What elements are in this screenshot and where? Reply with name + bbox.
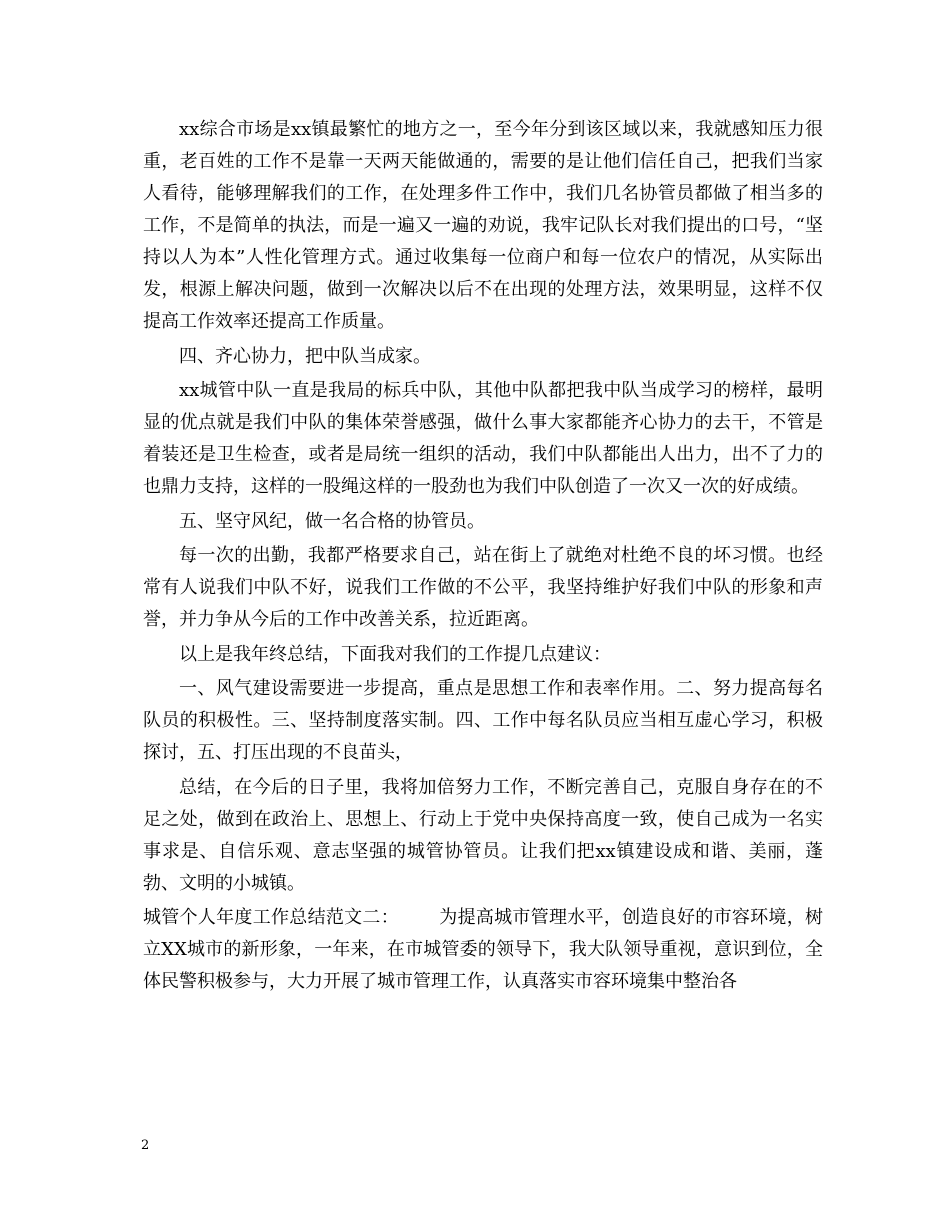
page-number: 2 xyxy=(141,1138,150,1153)
paragraph-conclusion: 总结，在今后的日子里，我将加倍努力工作，不断完善自己，克服自身存在的不足之处，做到在政治上、思想上、行动上于党中央保持高度一致，使自己成为一名实事求是、自信乐观、意志坚强的城管协管员。让我们把xx镇建设成和谐、美丽，蓬勃、文明的小城镇。 xyxy=(143,776,823,894)
paragraph-market: xx综合市场是xx镇最繁忙的地方之一，至今年分到该区域以来，我就感知压力很重，老百姓的工作不是靠一天两天能做通的，需要的是让他们信任自己，把我们当家人看待，能够理解我们的工作，在处理多件工作中，我们几名协管员都做了相当多的工作，不是简单的执法，而是一遍又一遍的劝说，我牢记队长对我们提出的口号，“坚持以人为本”人性化管理方式。通过收集每一位商户和每一位农户的情况，从实际出发，根源上解决问题，做到一次解决以后不在出现的处理方法，效果明显，这样不仅提高工作效率还提高工作质量。 xyxy=(143,119,823,332)
paragraph-suggestions: 一、风气建设需要进一步提高，重点是思想工作和表率作用。二、努力提高每名队员的积极性。三、坚持制度落实制。四、工作中每名队员应当相互虚心学习，积极探讨，五、打压出现的不良苗头， xyxy=(143,678,823,763)
paragraph-squad: xx城管中队一直是我局的标兵中队，其他中队都把我中队当成学习的榜样，最明显的优点就是我们中队的集体荣誉感强，做什么事大家都能齐心协力的去干，不管是着装还是卫生检查，或者是局统一组织的活动，我们中队都能出人出力，出不了力的也鼎力支持，这样的一股绳这样的一股劲也为我们中队创造了一次又一次的好成绩。 xyxy=(143,380,823,497)
paragraph-discipline: 每一次的出勤，我都严格要求自己，站在街上了就绝对杜绝不良的坏习惯。也经常有人说我们中队不好，说我们工作做的不公平，我坚持维护好我们中队的形象和声誉，并力争从今后的工作中改善关系，拉近距离。 xyxy=(143,545,823,630)
section-two-text: 为提高城市管理水平，创造良好的市容环境，树立XX城市的新形象，一年来，在市城管委的领导下，我大队领导重视，意识到位，全体民警积极参与，大力开展了城市管理工作，认真落实市容环境集中整治各 xyxy=(143,907,823,992)
paragraph-section-two xyxy=(143,902,823,998)
paragraph-suggestions-intro: 以上是我年终总结，下面我对我们的工作提几点建议： xyxy=(179,643,611,665)
section-two-heading: 城管个人年度工作总结范文二： xyxy=(143,907,399,928)
heading-section-four: 四、齐心协力，把中队当成家。 xyxy=(179,345,431,367)
document-body xyxy=(143,114,823,1001)
heading-section-five: 五、坚守风纪，做一名合格的协管员。 xyxy=(179,510,485,532)
